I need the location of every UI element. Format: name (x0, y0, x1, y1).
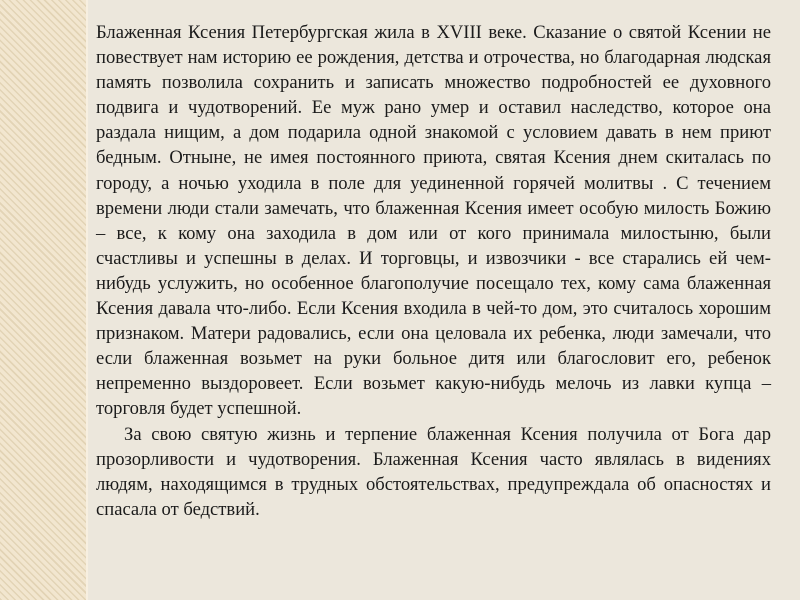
stripe-edge-divider (86, 0, 88, 600)
paragraph-2: За свою святую жизнь и терпение блаженная Ксения получила от Бога дар прозорливости и чудотворения. Блаженная Ксения часто являлась в видениях людям, находящимся в трудных обстоятельствах, предупреждала об опасностях и спасала от бедствий. (96, 423, 771, 520)
decorative-left-stripe (0, 0, 86, 600)
body-text (96, 20, 771, 522)
paragraph-1: Блаженная Ксения Петербургская жила в XVIII веке. Сказание о святой Ксении не повествует нам историю ее рождения, детства и отрочества, но благодарная людская память позволила сохранить и записать множество подробностей ее духовного подвига и чудотворений. Ее муж рано умер и оставил наследство, которое она раздала нищим, а дом подарила одной знакомой с условием давать в нем приют бедным. Отныне, не имея постоянного приюта, святая Ксения днем скиталась по городу, а ночью уходила в поле для уединенной горячей молитвы . С течением времени люди стали замечать, что блаженная Ксения имеет особую милость Божию – все, к кому она заходила в дом или от кого принимала милостыню, были счастливы и успешны в делах. И торговцы, и извозчики - все старались ей чем-нибудь услужить, но особенное благополучие посещало тех, кому сама блаженная Ксения давала что-либо. Если Ксения входила в чей-то дом, это считалось хорошим признаком. Матери радовались, если она целовала их ребенка, люди замечали, что если блаженная возьмет на руки больное дитя или благословит его, ребенок непременно выздоровеет. Если возьмет какую-нибудь мелочь из лавки купца – торговля будет успешной. (96, 22, 771, 420)
